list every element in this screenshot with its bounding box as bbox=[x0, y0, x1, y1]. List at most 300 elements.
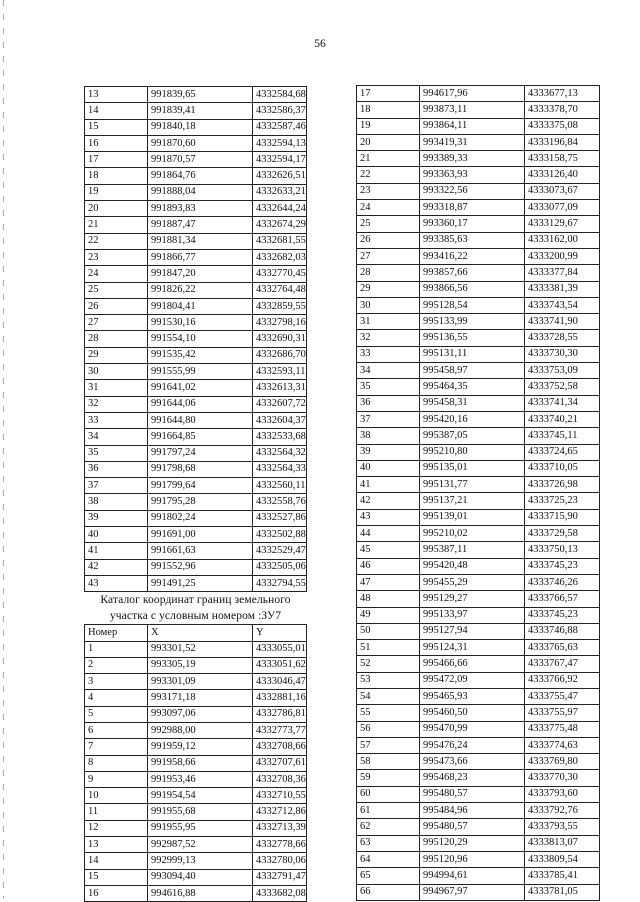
coord-y-cell: 4333726,98 bbox=[525, 477, 600, 493]
right-coordinates-body bbox=[357, 86, 600, 901]
point-number-cell: 61 bbox=[357, 803, 420, 819]
table-row bbox=[357, 379, 600, 395]
coord-y-cell: 4333375,08 bbox=[525, 118, 600, 134]
coord-y-cell: 4333745,11 bbox=[525, 428, 600, 444]
coord-y-cell: 4332708,36 bbox=[253, 771, 307, 787]
coord-y-cell: 4332586,37 bbox=[253, 103, 307, 119]
coord-y-cell: 4333813,07 bbox=[525, 835, 600, 851]
coord-x-cell: 995127,94 bbox=[420, 623, 525, 639]
table-row bbox=[357, 705, 600, 721]
table-row bbox=[357, 754, 600, 770]
table-row bbox=[357, 868, 600, 884]
coord-y-cell: 4332593,11 bbox=[253, 364, 307, 380]
table-row bbox=[357, 835, 600, 851]
coord-y-cell: 4333196,84 bbox=[525, 134, 600, 150]
catalog-title bbox=[84, 592, 307, 624]
coord-y-cell: 4333740,21 bbox=[525, 411, 600, 427]
point-number-cell: 26 bbox=[357, 232, 420, 248]
point-number-cell: 28 bbox=[85, 331, 148, 347]
coord-x-cell: 993301,52 bbox=[148, 641, 253, 657]
table-row bbox=[85, 510, 307, 526]
coord-y-cell: 4333051,62 bbox=[253, 657, 307, 673]
coord-y-cell: 4332791,47 bbox=[253, 869, 307, 885]
point-number-cell: 35 bbox=[357, 379, 420, 395]
table-row bbox=[357, 232, 600, 248]
coord-x-cell: 995460,50 bbox=[420, 705, 525, 721]
coord-x-cell: 993864,11 bbox=[420, 118, 525, 134]
table-row bbox=[357, 640, 600, 656]
coord-x-cell: 995480,57 bbox=[420, 819, 525, 835]
point-number-cell: 21 bbox=[85, 217, 148, 233]
table-row bbox=[357, 134, 600, 150]
coord-y-cell: 4332594,17 bbox=[253, 152, 307, 168]
table-row bbox=[357, 411, 600, 427]
table-row bbox=[357, 786, 600, 802]
coord-y-cell: 4332881,16 bbox=[253, 690, 307, 706]
coord-x-cell: 991826,22 bbox=[148, 282, 253, 298]
table-row bbox=[85, 755, 307, 771]
table-row bbox=[357, 200, 600, 216]
table-row bbox=[357, 591, 600, 607]
coord-y-cell: 4333785,41 bbox=[525, 868, 600, 884]
coord-y-cell: 4333770,30 bbox=[525, 770, 600, 786]
left-column bbox=[84, 86, 307, 902]
table-row bbox=[85, 282, 307, 298]
coord-y-cell: 4332690,31 bbox=[253, 331, 307, 347]
coord-x-cell: 991797,24 bbox=[148, 445, 253, 461]
coord-x-cell: 995131,11 bbox=[420, 346, 525, 362]
table-row bbox=[85, 690, 307, 706]
coord-x-cell: 995210,80 bbox=[420, 444, 525, 460]
coord-x-cell: 991644,80 bbox=[148, 412, 253, 428]
coord-x-cell: 992999,13 bbox=[148, 853, 253, 869]
coord-y-cell: 4333381,39 bbox=[525, 281, 600, 297]
coord-x-cell: 995466,66 bbox=[420, 656, 525, 672]
point-number-cell: 12 bbox=[85, 820, 148, 836]
table-row bbox=[85, 478, 307, 494]
table-row bbox=[357, 737, 600, 753]
coord-y-cell: 4333077,09 bbox=[525, 200, 600, 216]
point-number-cell: 34 bbox=[357, 363, 420, 379]
point-number-cell: 31 bbox=[357, 314, 420, 330]
table-row bbox=[357, 526, 600, 542]
point-number-cell: 17 bbox=[357, 86, 420, 102]
right-column bbox=[356, 85, 600, 901]
table-row bbox=[357, 248, 600, 264]
point-number-cell: 2 bbox=[85, 657, 148, 673]
table-row bbox=[85, 788, 307, 804]
point-number-cell: 11 bbox=[85, 804, 148, 820]
coord-x-cell: 995458,97 bbox=[420, 363, 525, 379]
coord-x-cell: 991661,63 bbox=[148, 543, 253, 559]
point-number-cell: 19 bbox=[85, 184, 148, 200]
coord-y-cell: 4333755,97 bbox=[525, 705, 600, 721]
coord-y-cell: 4333377,84 bbox=[525, 265, 600, 281]
table-row bbox=[357, 346, 600, 362]
table-row bbox=[357, 265, 600, 281]
table-row bbox=[85, 543, 307, 559]
table-row bbox=[85, 201, 307, 217]
coord-x-cell: 991644,06 bbox=[148, 396, 253, 412]
coord-x-cell: 991839,65 bbox=[148, 87, 253, 103]
coord-x-cell: 991530,16 bbox=[148, 315, 253, 331]
table-row bbox=[85, 380, 307, 396]
coord-x-cell: 995387,11 bbox=[420, 542, 525, 558]
point-number-cell: 24 bbox=[85, 266, 148, 282]
point-number-cell: 43 bbox=[85, 575, 148, 591]
table-row bbox=[85, 527, 307, 543]
table-row bbox=[85, 429, 307, 445]
coord-x-cell: 995129,27 bbox=[420, 591, 525, 607]
coord-x-cell: 991959,12 bbox=[148, 739, 253, 755]
table-row bbox=[357, 151, 600, 167]
point-number-cell: 22 bbox=[85, 233, 148, 249]
point-number-cell: 31 bbox=[85, 380, 148, 396]
coord-y-cell: 4333715,90 bbox=[525, 509, 600, 525]
coord-x-cell: 993866,56 bbox=[420, 281, 525, 297]
coord-y-cell: 4332770,45 bbox=[253, 266, 307, 282]
table-row bbox=[85, 771, 307, 787]
point-number-cell: 49 bbox=[357, 607, 420, 623]
table-row bbox=[85, 412, 307, 428]
point-number-cell: 3 bbox=[85, 674, 148, 690]
table-row bbox=[85, 396, 307, 412]
coord-x-cell: 995139,01 bbox=[420, 509, 525, 525]
point-number-cell: 13 bbox=[85, 837, 148, 853]
table-row bbox=[85, 364, 307, 380]
table-row bbox=[357, 558, 600, 574]
coord-x-cell: 991870,57 bbox=[148, 152, 253, 168]
table-row bbox=[85, 249, 307, 265]
point-number-cell: 10 bbox=[85, 788, 148, 804]
coord-x-cell: 995464,35 bbox=[420, 379, 525, 395]
point-number-cell: 60 bbox=[357, 786, 420, 802]
point-number-cell: 4 bbox=[85, 690, 148, 706]
coord-y-cell: 4333728,55 bbox=[525, 330, 600, 346]
coord-x-cell: 991554,10 bbox=[148, 331, 253, 347]
point-number-cell: 33 bbox=[357, 346, 420, 362]
point-number-cell: 9 bbox=[85, 771, 148, 787]
coord-y-cell: 4333725,23 bbox=[525, 493, 600, 509]
coord-y-cell: 4332604,37 bbox=[253, 412, 307, 428]
point-number-cell: 1 bbox=[85, 641, 148, 657]
point-number-cell: 37 bbox=[85, 478, 148, 494]
coord-x-cell: 995120,96 bbox=[420, 851, 525, 867]
coord-y-cell: 4333073,67 bbox=[525, 183, 600, 199]
point-number-cell: 56 bbox=[357, 721, 420, 737]
coord-x-cell: 991888,04 bbox=[148, 184, 253, 200]
point-number-cell: 41 bbox=[357, 477, 420, 493]
coord-y-cell: 4332712,86 bbox=[253, 804, 307, 820]
point-number-cell: 18 bbox=[357, 102, 420, 118]
coord-y-cell: 4333793,55 bbox=[525, 819, 600, 835]
coord-y-cell: 4333793,60 bbox=[525, 786, 600, 802]
point-number-cell: 29 bbox=[357, 281, 420, 297]
table-row bbox=[357, 623, 600, 639]
point-number-cell: 62 bbox=[357, 819, 420, 835]
coord-x-cell: 993318,87 bbox=[420, 200, 525, 216]
point-number-cell: 40 bbox=[85, 527, 148, 543]
table-row bbox=[357, 509, 600, 525]
point-number-cell: 42 bbox=[357, 493, 420, 509]
coord-y-cell: 4332613,31 bbox=[253, 380, 307, 396]
coord-y-cell: 4333765,63 bbox=[525, 640, 600, 656]
table-row bbox=[357, 721, 600, 737]
point-number-cell: 35 bbox=[85, 445, 148, 461]
point-number-cell: 23 bbox=[357, 183, 420, 199]
point-number-cell: 55 bbox=[357, 705, 420, 721]
coord-x-cell: 995128,54 bbox=[420, 297, 525, 313]
header-number: Номер bbox=[85, 625, 148, 641]
point-number-cell: 21 bbox=[357, 151, 420, 167]
coord-x-cell: 991958,66 bbox=[148, 755, 253, 771]
coord-x-cell: 991866,77 bbox=[148, 249, 253, 265]
table-row bbox=[85, 461, 307, 477]
coord-x-cell: 993419,31 bbox=[420, 134, 525, 150]
coord-y-cell: 4332674,29 bbox=[253, 217, 307, 233]
coord-x-cell: 991552,96 bbox=[148, 559, 253, 575]
coord-x-cell: 991555,99 bbox=[148, 364, 253, 380]
coord-y-cell: 4332794,55 bbox=[253, 575, 307, 591]
coord-x-cell: 991535,42 bbox=[148, 347, 253, 363]
point-number-cell: 32 bbox=[85, 396, 148, 412]
coord-y-cell: 4332564,33 bbox=[253, 461, 307, 477]
point-number-cell: 34 bbox=[85, 429, 148, 445]
coord-y-cell: 4332564,32 bbox=[253, 445, 307, 461]
table-row bbox=[357, 672, 600, 688]
table-row bbox=[357, 819, 600, 835]
coord-x-cell: 991881,34 bbox=[148, 233, 253, 249]
table-row bbox=[85, 722, 307, 738]
coord-x-cell: 991641,02 bbox=[148, 380, 253, 396]
coord-x-cell: 991491,25 bbox=[148, 575, 253, 591]
point-number-cell: 40 bbox=[357, 460, 420, 476]
table-row bbox=[85, 135, 307, 151]
table-row bbox=[85, 331, 307, 347]
coord-y-cell: 4333750,13 bbox=[525, 542, 600, 558]
table-row bbox=[85, 837, 307, 853]
left-coordinates-table bbox=[84, 86, 307, 592]
coord-x-cell: 991870,60 bbox=[148, 135, 253, 151]
coord-x-cell: 991953,46 bbox=[148, 771, 253, 787]
point-number-cell: 16 bbox=[85, 135, 148, 151]
point-number-cell: 58 bbox=[357, 754, 420, 770]
table-row bbox=[85, 168, 307, 184]
point-number-cell: 41 bbox=[85, 543, 148, 559]
coord-y-cell: 4333741,90 bbox=[525, 314, 600, 330]
coord-y-cell: 4332778,66 bbox=[253, 837, 307, 853]
coord-x-cell: 995133,99 bbox=[420, 314, 525, 330]
coord-y-cell: 4333746,88 bbox=[525, 623, 600, 639]
coord-x-cell: 993873,11 bbox=[420, 102, 525, 118]
point-number-cell: 36 bbox=[357, 395, 420, 411]
coord-x-cell: 991664,85 bbox=[148, 429, 253, 445]
point-number-cell: 52 bbox=[357, 656, 420, 672]
coord-x-cell: 993389,33 bbox=[420, 151, 525, 167]
point-number-cell: 30 bbox=[357, 297, 420, 313]
point-number-cell: 20 bbox=[357, 134, 420, 150]
coord-y-cell: 4333729,58 bbox=[525, 526, 600, 542]
coord-y-cell: 4333769,80 bbox=[525, 754, 600, 770]
coord-x-cell: 991840,18 bbox=[148, 119, 253, 135]
table-row bbox=[85, 266, 307, 282]
table-row bbox=[85, 739, 307, 755]
coord-x-cell: 995455,29 bbox=[420, 574, 525, 590]
coord-x-cell: 991955,68 bbox=[148, 804, 253, 820]
left-coordinates-body bbox=[85, 87, 307, 592]
coord-y-cell: 4332594,13 bbox=[253, 135, 307, 151]
coord-y-cell: 4333752,58 bbox=[525, 379, 600, 395]
coord-x-cell: 991795,28 bbox=[148, 494, 253, 510]
coord-x-cell: 995476,24 bbox=[420, 737, 525, 753]
coord-x-cell: 991799,64 bbox=[148, 478, 253, 494]
coord-x-cell: 995484,96 bbox=[420, 803, 525, 819]
coord-x-cell: 993857,66 bbox=[420, 265, 525, 281]
coord-x-cell: 994967,97 bbox=[420, 884, 525, 900]
coord-y-cell: 4333200,99 bbox=[525, 248, 600, 264]
point-number-cell: 18 bbox=[85, 168, 148, 184]
coord-y-cell: 4332529,47 bbox=[253, 543, 307, 559]
coord-x-cell: 995473,66 bbox=[420, 754, 525, 770]
table-row bbox=[85, 103, 307, 119]
coord-y-cell: 4333781,05 bbox=[525, 884, 600, 900]
table-row bbox=[357, 851, 600, 867]
coord-x-cell: 993322,56 bbox=[420, 183, 525, 199]
table-row bbox=[85, 559, 307, 575]
coord-y-cell: 4332505,06 bbox=[253, 559, 307, 575]
coord-x-cell: 995468,23 bbox=[420, 770, 525, 786]
coord-y-cell: 4332710,55 bbox=[253, 788, 307, 804]
table-row bbox=[357, 444, 600, 460]
scan-edge-mark bbox=[3, 0, 4, 898]
coord-x-cell: 991893,83 bbox=[148, 201, 253, 217]
coord-y-cell: 4333730,30 bbox=[525, 346, 600, 362]
point-number-cell: 66 bbox=[357, 884, 420, 900]
coord-y-cell: 4332584,68 bbox=[253, 87, 307, 103]
table-row bbox=[85, 445, 307, 461]
table-row bbox=[85, 657, 307, 673]
point-number-cell: 25 bbox=[85, 282, 148, 298]
point-number-cell: 25 bbox=[357, 216, 420, 232]
table-row bbox=[85, 804, 307, 820]
point-number-cell: 39 bbox=[85, 510, 148, 526]
coord-y-cell: 4333809,54 bbox=[525, 851, 600, 867]
point-number-cell: 16 bbox=[85, 885, 148, 901]
point-number-cell: 27 bbox=[357, 248, 420, 264]
table-row bbox=[85, 641, 307, 657]
coord-y-cell: 4333745,23 bbox=[525, 558, 600, 574]
table-row bbox=[85, 217, 307, 233]
coord-y-cell: 4333745,23 bbox=[525, 607, 600, 623]
point-number-cell: 46 bbox=[357, 558, 420, 574]
coord-x-cell: 993305,19 bbox=[148, 657, 253, 673]
coord-x-cell: 995465,93 bbox=[420, 688, 525, 704]
coord-y-cell: 4333046,47 bbox=[253, 674, 307, 690]
coord-y-cell: 4333746,26 bbox=[525, 574, 600, 590]
coord-y-cell: 4332587,46 bbox=[253, 119, 307, 135]
coord-x-cell: 995135,01 bbox=[420, 460, 525, 476]
coord-y-cell: 4332633,21 bbox=[253, 184, 307, 200]
coord-x-cell: 993385,63 bbox=[420, 232, 525, 248]
point-number-cell: 38 bbox=[357, 428, 420, 444]
point-number-cell: 17 bbox=[85, 152, 148, 168]
table-row bbox=[357, 574, 600, 590]
coord-x-cell: 994616,88 bbox=[148, 885, 253, 901]
coord-x-cell: 995420,16 bbox=[420, 411, 525, 427]
coord-y-cell: 4333724,65 bbox=[525, 444, 600, 460]
point-number-cell: 13 bbox=[85, 87, 148, 103]
coord-y-cell: 4333766,57 bbox=[525, 591, 600, 607]
coord-y-cell: 4332558,76 bbox=[253, 494, 307, 510]
table-row bbox=[85, 233, 307, 249]
coord-x-cell: 991804,41 bbox=[148, 298, 253, 314]
header-x: X bbox=[148, 625, 253, 641]
point-number-cell: 39 bbox=[357, 444, 420, 460]
point-number-cell: 7 bbox=[85, 739, 148, 755]
point-number-cell: 8 bbox=[85, 755, 148, 771]
table-row bbox=[357, 216, 600, 232]
point-number-cell: 63 bbox=[357, 835, 420, 851]
coord-x-cell: 995458,31 bbox=[420, 395, 525, 411]
point-number-cell: 23 bbox=[85, 249, 148, 265]
coord-y-cell: 4333766,92 bbox=[525, 672, 600, 688]
table-row bbox=[357, 477, 600, 493]
table-row bbox=[85, 885, 307, 901]
point-number-cell: 24 bbox=[357, 200, 420, 216]
table-row bbox=[357, 314, 600, 330]
table-row bbox=[85, 315, 307, 331]
point-number-cell: 44 bbox=[357, 526, 420, 542]
table-row bbox=[357, 183, 600, 199]
coord-x-cell: 991955,95 bbox=[148, 820, 253, 836]
point-number-cell: 54 bbox=[357, 688, 420, 704]
coord-x-cell: 991864,76 bbox=[148, 168, 253, 184]
coord-x-cell: 991839,41 bbox=[148, 103, 253, 119]
point-number-cell: 64 bbox=[357, 851, 420, 867]
coord-y-cell: 4333162,00 bbox=[525, 232, 600, 248]
coord-y-cell: 4333743,54 bbox=[525, 297, 600, 313]
table-row bbox=[357, 460, 600, 476]
point-number-cell: 59 bbox=[357, 770, 420, 786]
coord-x-cell: 995131,77 bbox=[420, 477, 525, 493]
coord-x-cell: 991847,20 bbox=[148, 266, 253, 282]
point-number-cell: 57 bbox=[357, 737, 420, 753]
point-number-cell: 45 bbox=[357, 542, 420, 558]
coord-y-cell: 4333775,48 bbox=[525, 721, 600, 737]
coord-y-cell: 4332682,03 bbox=[253, 249, 307, 265]
point-number-cell: 65 bbox=[357, 868, 420, 884]
table-row bbox=[357, 803, 600, 819]
point-number-cell: 33 bbox=[85, 412, 148, 428]
coord-x-cell: 994994,61 bbox=[420, 868, 525, 884]
coord-y-cell: 4333378,70 bbox=[525, 102, 600, 118]
coord-x-cell: 995420,48 bbox=[420, 558, 525, 574]
table-row bbox=[357, 330, 600, 346]
table-row bbox=[85, 347, 307, 363]
point-number-cell: 27 bbox=[85, 315, 148, 331]
coord-x-cell: 993301,09 bbox=[148, 674, 253, 690]
coord-y-cell: 4333792,76 bbox=[525, 803, 600, 819]
table-row bbox=[357, 607, 600, 623]
coord-x-cell: 993416,22 bbox=[420, 248, 525, 264]
catalog-body bbox=[85, 625, 307, 902]
coord-x-cell: 991691,00 bbox=[148, 527, 253, 543]
point-number-cell: 22 bbox=[357, 167, 420, 183]
table-row bbox=[85, 869, 307, 885]
catalog-header-row bbox=[85, 625, 307, 641]
point-number-cell: 53 bbox=[357, 672, 420, 688]
coord-y-cell: 4332607,72 bbox=[253, 396, 307, 412]
